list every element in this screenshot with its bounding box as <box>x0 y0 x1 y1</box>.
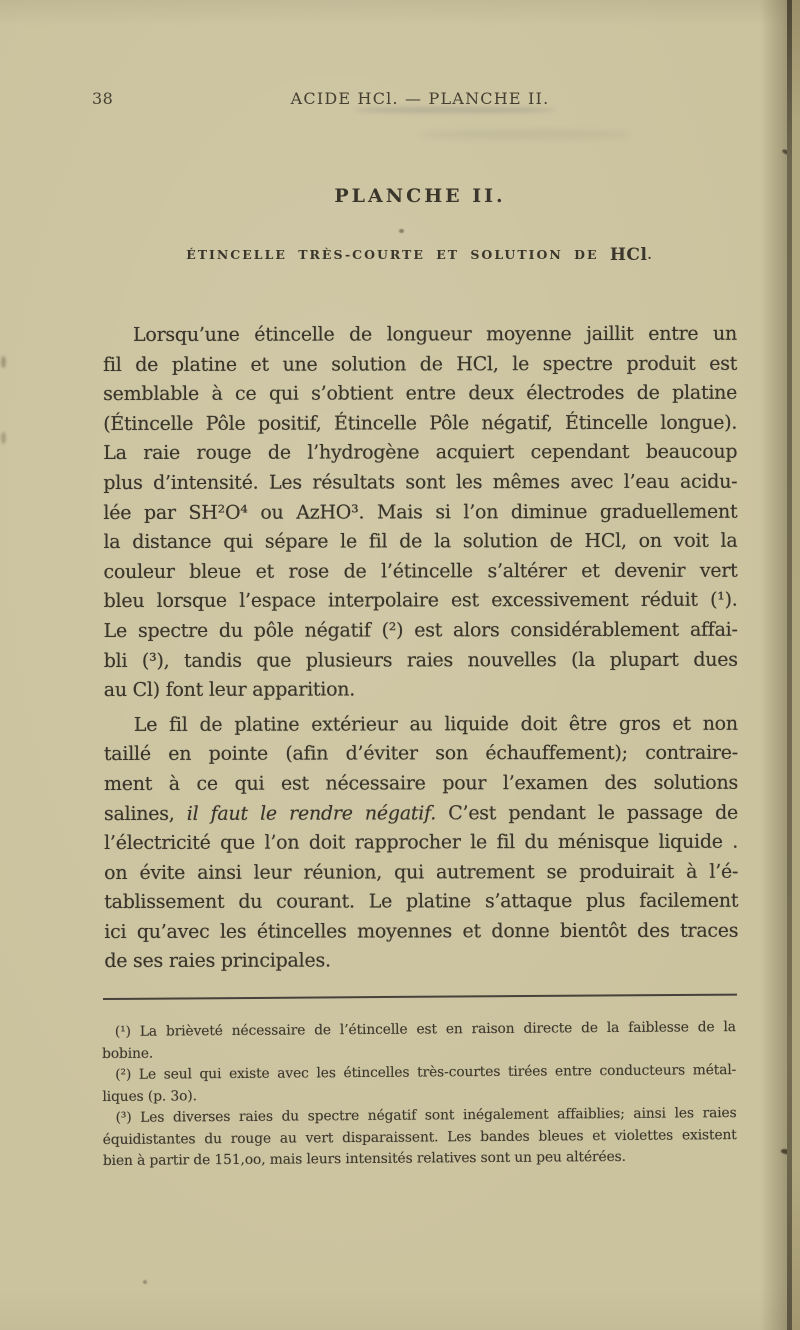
text-line: lée par SH²O⁴ ou AzHO³. Mais si l’on diminue graduellement <box>103 500 738 524</box>
text-line: la distance qui sépare le fil de la solution de HCl, on voit la <box>103 529 738 554</box>
italic-line-post: C’est pendant le passage de <box>435 801 739 824</box>
footnote-line: équidistantes du rouge au vert disparaissent. Les bandes bleues et violettes existent <box>102 1126 737 1148</box>
footnote-line: liques (p. 3o). <box>102 1087 197 1105</box>
paper-speck <box>399 229 404 233</box>
paper-smudge <box>420 130 630 139</box>
footnote-line: (³) Les diverses raies du spectre négatif sont inégalement affaiblies; ainsi les raies <box>115 1105 737 1126</box>
text-line: on évite ainsi leur réunion, qui autrement se produirait à l’é- <box>104 860 739 884</box>
running-title: ACIDE HCl. — PLANCHE II. <box>290 89 550 108</box>
plate-subtitle <box>103 246 737 264</box>
subtitle-text: ÉTINCELLE TRÈS-COURTE ET SOLUTION DE <box>186 247 610 262</box>
page-number: 38 <box>92 89 114 108</box>
subtitle-period: . <box>647 247 654 262</box>
text-line: Le spectre du pôle négatif (²) est alors considérablement affai- <box>103 618 738 642</box>
text-line: Lorsqu’une étincelle de longueur moyenne jaillit entre un <box>133 322 738 346</box>
body-text <box>103 320 738 977</box>
italic-line-pre: salines, <box>104 802 187 825</box>
footnotes <box>102 1017 737 1172</box>
paper-smudge <box>355 107 555 113</box>
paper-speck <box>143 1280 147 1284</box>
plate-title: PLANCHE II. <box>334 185 506 207</box>
footnote-line: bobine. <box>102 1045 154 1062</box>
show-through-mark <box>1 356 6 368</box>
text-line: (Étincelle Pôle positif, Étincelle Pôle négatif, Étincelle longue). <box>103 411 738 435</box>
text-line: l’électricité que l’on doit rapprocher le fil du ménisque liquide . <box>104 830 739 855</box>
text-line: bli (³), tandis que plusieurs raies nouvelles (la plupart dues <box>103 648 738 672</box>
text-line: La raie rouge de l’hydrogène acquiert cependant beaucoup <box>103 441 738 465</box>
text-line: plus d’intensité. Les résultats sont les mêmes avec l’eau acidu- <box>103 470 738 494</box>
text-line: tablissement du courant. Le platine s’attaque plus facilement <box>104 889 739 914</box>
text-line: ment à ce qui est nécessaire pour l’examen des solutions <box>103 771 738 795</box>
italic-phrase: il faut le rendre négatif. <box>186 801 437 825</box>
text-line: semblable à ce qui s’obtient entre deux électrodes de platine <box>103 381 738 406</box>
footnote-line: (²) Le seul qui existe avec les étincelles très-courtes tirées entre conducteurs métal- <box>115 1062 737 1083</box>
footnote-separator-rule <box>103 994 737 1000</box>
text-line-italic <box>104 798 738 829</box>
text-line: fil de platine et une solution de HCl, le spectre produit est <box>103 352 738 376</box>
paragraph-2 <box>104 709 739 977</box>
text-line: de ses raies principales. <box>104 949 331 973</box>
text-line: Le fil de platine extérieur au liquide doit être gros et non <box>133 712 738 736</box>
footnote-line: (¹) La brièveté nécessaire de l’étincelle est en raison directe de la faiblesse de la <box>114 1019 736 1040</box>
text-line: au Cl) font leur apparition. <box>103 678 356 702</box>
text-line: taillé en pointe (afin d’éviter son échauffement); contraire- <box>103 741 738 766</box>
page-edge-strip <box>792 0 800 1330</box>
paragraph-1 <box>103 320 738 706</box>
page-edge-shadow <box>760 0 787 1330</box>
text-line: bleu lorsque l’espace interpolaire est excessivement réduit (¹). <box>103 589 738 613</box>
text-line: couleur bleue et rose de l’étincelle s’altérer et devenir vert <box>103 559 738 583</box>
running-head <box>92 89 737 108</box>
text-line: ici qu’avec les étincelles moyennes et donne bientôt des traces <box>104 919 739 943</box>
footnote-line: bien à partir de 151,oo, mais leurs intensités relatives sont un peu altérées. <box>102 1148 626 1170</box>
subtitle-formula: HCl <box>609 245 648 265</box>
show-through-mark <box>1 432 6 444</box>
